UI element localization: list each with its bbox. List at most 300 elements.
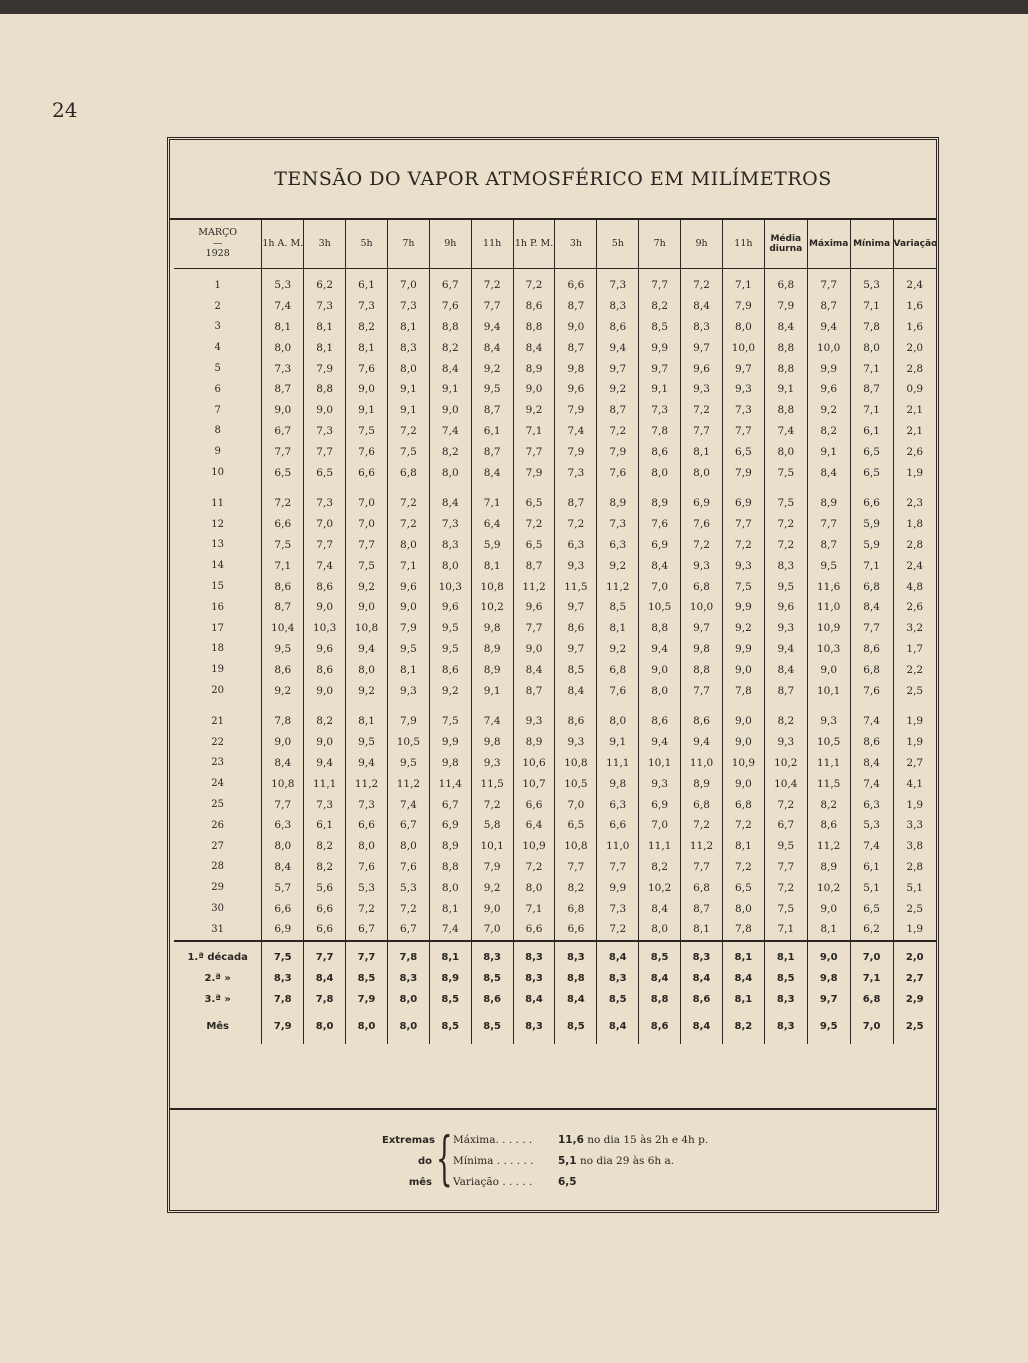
table-cell: 8,2	[429, 337, 471, 358]
table-cell: 9,2	[429, 680, 471, 701]
brace-icon: {	[436, 1124, 453, 1192]
table-cell: 9,3	[639, 773, 681, 794]
table-cell: 7,2	[722, 857, 764, 878]
table-cell: 9,6	[764, 597, 807, 618]
table-cell: 7,2	[555, 514, 597, 535]
table-cell: 7,1	[722, 269, 764, 296]
table-cell: 7,9	[555, 441, 597, 462]
row-label: 17	[211, 622, 225, 634]
table-cell: 8,8	[555, 968, 597, 989]
table-cell: 7,2	[513, 514, 555, 535]
table-cell: 7,1	[850, 400, 893, 421]
table-cell: 9,9	[807, 358, 850, 379]
table-cell: 11,2	[681, 836, 723, 857]
table-cell: 10,3	[429, 576, 471, 597]
table-cell: 7,6	[387, 857, 429, 878]
table-cell: 8,1	[807, 919, 850, 941]
table-cell: 2,8	[893, 857, 936, 878]
table-cell: 9,3	[681, 555, 723, 576]
table-cell: 7,6	[346, 441, 388, 462]
table-cell: 8,1	[681, 919, 723, 941]
table-cell: 7,3	[346, 794, 388, 815]
table-cell: 4,1	[893, 773, 936, 794]
table-cell: 9,0	[387, 597, 429, 618]
table-cell: 6,8	[850, 576, 893, 597]
row-label: 20	[211, 685, 225, 697]
table-cell: 8,8	[639, 618, 681, 639]
table-row	[174, 317, 936, 338]
table-cell: 7,3	[387, 296, 429, 317]
table-cell: 8,5	[597, 597, 639, 618]
table-cell: 7,1	[387, 555, 429, 576]
table-body	[174, 269, 936, 1044]
table-cell: 9,2	[807, 400, 850, 421]
extremes-label-3: mês	[408, 1177, 432, 1188]
table-cell: 8,2	[764, 711, 807, 732]
table-cell: 9,0	[262, 400, 304, 421]
table-cell: 8,3	[555, 941, 597, 968]
table-row	[174, 753, 936, 774]
row-label: 16	[211, 601, 225, 613]
table-row	[174, 462, 936, 483]
table-cell: 10,9	[722, 753, 764, 774]
decade-gap	[174, 483, 936, 493]
row-label: 3.ª »	[204, 993, 231, 1005]
row-label: 9	[214, 446, 221, 458]
table-cell: 9,0	[304, 732, 346, 753]
table-cell: 6,1	[850, 421, 893, 442]
table-cell: 1,7	[893, 639, 936, 660]
table-cell: 7,7	[850, 618, 893, 639]
table-cell: 8,7	[513, 555, 555, 576]
table-cell: 8,5	[639, 941, 681, 968]
table-cell: 8,0	[597, 711, 639, 732]
table-cell: 9,7	[555, 639, 597, 660]
table-cell: 8,1	[471, 555, 513, 576]
row-label: 23	[211, 757, 225, 769]
row-label: 1.ª década	[174, 941, 262, 968]
table-cell: 9,7	[807, 989, 850, 1010]
table-cell: 7,2	[597, 919, 639, 941]
row-label: 3	[214, 321, 221, 333]
table-cell: 8,7	[597, 400, 639, 421]
table-row	[174, 358, 936, 379]
table-cell: 7,3	[722, 400, 764, 421]
table-cell: 5,9	[850, 514, 893, 535]
header-month: MARÇO	[198, 226, 238, 238]
table-cell: 8,9	[681, 773, 723, 794]
table-cell: 7,3	[304, 421, 346, 442]
table-cell: 6,6	[850, 493, 893, 514]
table-cell: 6,9	[429, 815, 471, 836]
max-value: 11,6	[558, 1134, 584, 1146]
table-cell: 9,5	[807, 555, 850, 576]
table-cell: 10,9	[807, 618, 850, 639]
table-cell: 9,3	[555, 555, 597, 576]
row-label: Mês	[206, 1021, 230, 1033]
table-cell: 7,5	[764, 493, 807, 514]
table-cell: 10,8	[555, 836, 597, 857]
table-cell: 10,8	[346, 618, 388, 639]
table-cell: 8,8	[681, 659, 723, 680]
table-cell: 11,1	[639, 836, 681, 857]
table-cell: 8,0	[513, 877, 555, 898]
table-cell: 8,6	[639, 441, 681, 462]
table-cell: 8,5	[597, 989, 639, 1010]
table-row	[174, 919, 936, 941]
table-cell: 7,3	[304, 794, 346, 815]
table-cell: 10,5	[639, 597, 681, 618]
table-cell: 9,1	[807, 441, 850, 462]
table-cell: 7,8	[722, 680, 764, 701]
table-cell: 6,2	[304, 269, 346, 296]
table-cell: 7,7	[639, 269, 681, 296]
table-cell: 9,0	[639, 659, 681, 680]
table-cell: 7,7	[681, 680, 723, 701]
table-cell: 7,3	[597, 269, 639, 296]
table-cell: 7,0	[639, 576, 681, 597]
table-cell: 7,6	[346, 358, 388, 379]
table-cell: 9,4	[764, 639, 807, 660]
table-cell: 9,1	[597, 732, 639, 753]
table-cell: 11,4	[429, 773, 471, 794]
table-cell: 7,9	[513, 462, 555, 483]
table-cell: 9,1	[471, 680, 513, 701]
table-row	[174, 711, 936, 732]
table-cell: 8,6	[681, 711, 723, 732]
table-cell: 8,4	[513, 337, 555, 358]
table-cell: 7,5	[764, 898, 807, 919]
column-header: Variação	[893, 220, 936, 269]
table-cell: 2,5	[893, 898, 936, 919]
table-cell: 7,9	[346, 989, 388, 1010]
table-cell: 8,0	[387, 836, 429, 857]
row-label: 13	[211, 539, 225, 551]
table-cell: 8,6	[262, 576, 304, 597]
table-cell: 2,9	[893, 989, 936, 1010]
table-cell: 6,8	[387, 462, 429, 483]
table-cell: 11,5	[555, 576, 597, 597]
table-cell: 10,2	[764, 753, 807, 774]
table-row	[174, 659, 936, 680]
table-cell: 7,7	[304, 941, 346, 968]
table-cell: 7,8	[850, 317, 893, 338]
table-cell: 9,3	[387, 680, 429, 701]
table-cell: 10,5	[387, 732, 429, 753]
table-cell: 8,0	[764, 441, 807, 462]
table-cell: 8,4	[764, 317, 807, 338]
table-cell: 9,4	[346, 753, 388, 774]
table-row	[174, 618, 936, 639]
table-cell: 8,3	[262, 968, 304, 989]
table-cell: 7,1	[513, 421, 555, 442]
table-cell: 8,6	[681, 989, 723, 1010]
row-label: 5	[214, 363, 221, 375]
table-cell: 5,3	[387, 877, 429, 898]
table-cell: 9,0	[304, 400, 346, 421]
table-cell: 10,0	[681, 597, 723, 618]
table-cell: 8,8	[429, 857, 471, 878]
table-cell: 8,6	[807, 815, 850, 836]
table-cell: 8,4	[429, 493, 471, 514]
table-cell: 9,4	[597, 337, 639, 358]
table-cell: 2,7	[893, 753, 936, 774]
table-cell: 6,2	[850, 919, 893, 941]
table-cell: 11,0	[597, 836, 639, 857]
column-header: Média diurna	[764, 220, 807, 269]
table-row	[174, 857, 936, 878]
table-cell: 7,7	[513, 618, 555, 639]
table-cell: 7,2	[513, 857, 555, 878]
vapor-table	[174, 220, 936, 1044]
table-cell: 7,0	[471, 919, 513, 941]
table-cell: 10,7	[513, 773, 555, 794]
table-cell: 2,7	[893, 968, 936, 989]
decade-gap	[174, 701, 936, 711]
table-cell: 7,7	[597, 857, 639, 878]
table-cell: 8,4	[597, 1010, 639, 1044]
table-cell: 11,2	[597, 576, 639, 597]
table-cell: 9,2	[597, 639, 639, 660]
table-cell: 10,4	[764, 773, 807, 794]
table-cell: 9,8	[471, 732, 513, 753]
table-cell: 10,8	[471, 576, 513, 597]
table-cell: 11,0	[807, 597, 850, 618]
table-row	[174, 815, 936, 836]
row-label: 2.ª »	[204, 972, 231, 984]
table-cell: 7,1	[850, 358, 893, 379]
table-cell: 7,3	[597, 898, 639, 919]
row-label: 11	[211, 497, 225, 509]
table-cell: 8,8	[764, 358, 807, 379]
table-cell: 7,2	[471, 269, 513, 296]
table-cell: 9,0	[513, 379, 555, 400]
table-cell: 7,8	[387, 941, 429, 968]
table-cell: 8,4	[262, 857, 304, 878]
table-cell: 5,6	[304, 877, 346, 898]
table-cell: 2,1	[893, 400, 936, 421]
table-cell: 7,7	[722, 421, 764, 442]
table-cell: 9,6	[555, 379, 597, 400]
table-cell: 9,9	[722, 597, 764, 618]
table-cell: 6,6	[262, 514, 304, 535]
table-cell: 8,0	[429, 555, 471, 576]
table-cell: 6,3	[262, 815, 304, 836]
row-label: 18	[211, 643, 225, 655]
table-cell: 9,7	[555, 597, 597, 618]
table-cell: 11,0	[681, 753, 723, 774]
table-cell: 6,9	[639, 794, 681, 815]
table-cell: 8,2	[429, 441, 471, 462]
table-row	[174, 493, 936, 514]
table-cell: 10,1	[639, 753, 681, 774]
row-label: 12	[211, 518, 225, 530]
table-cell: 1,9	[893, 732, 936, 753]
row-label: 2	[214, 300, 221, 312]
row-label: 24	[211, 778, 225, 790]
table-cell: 8,2	[639, 857, 681, 878]
table-cell: 8,1	[304, 317, 346, 338]
table-cell: 2,8	[893, 358, 936, 379]
table-cell: 7,5	[429, 711, 471, 732]
row-label: 1	[214, 279, 221, 291]
table-cell: 7,7	[681, 857, 723, 878]
table-cell: 6,8	[764, 269, 807, 296]
header-year: 1928	[205, 248, 230, 260]
table-cell: 6,7	[387, 919, 429, 941]
table-cell: 7,3	[639, 400, 681, 421]
table-cell: 1,6	[893, 317, 936, 338]
page-title: TENSÃO DO VAPOR ATMOSFÉRICO EM MILÍMETROS	[170, 140, 936, 220]
table-cell: 9,2	[597, 379, 639, 400]
table-cell: 8,5	[429, 989, 471, 1010]
max-label: Máxima. . . . . .	[453, 1134, 533, 1146]
row-label: 31	[211, 923, 225, 935]
table-cell: 7,9	[387, 711, 429, 732]
table-row	[174, 732, 936, 753]
table-cell: 7,5	[346, 421, 388, 442]
table-row	[174, 441, 936, 462]
table-cell: 7,7	[513, 441, 555, 462]
table-cell: 7,9	[597, 441, 639, 462]
table-cell: 7,2	[722, 535, 764, 556]
table-cell: 11,2	[807, 836, 850, 857]
table-cell: 8,6	[639, 711, 681, 732]
table-cell: 8,1	[346, 711, 388, 732]
table-cell: 1,9	[893, 794, 936, 815]
table-cell: 7,2	[681, 269, 723, 296]
table-row	[174, 535, 936, 556]
table-cell: 6,6	[597, 815, 639, 836]
table-cell: 7,5	[346, 555, 388, 576]
table-cell: 6,8	[681, 794, 723, 815]
table-cell: 7,7	[304, 441, 346, 462]
column-header: 1h A. M.	[262, 220, 304, 269]
table-cell: 10,8	[262, 773, 304, 794]
table-cell: 6,3	[555, 535, 597, 556]
table-cell: 8,9	[639, 493, 681, 514]
table-cell: 9,5	[387, 753, 429, 774]
table-cell: 6,5	[722, 441, 764, 462]
table-cell: 9,5	[429, 618, 471, 639]
table-cell: 10,5	[807, 732, 850, 753]
table-cell: 2,4	[893, 269, 936, 296]
table-cell: 8,4	[555, 680, 597, 701]
table-row	[174, 773, 936, 794]
table-cell: 8,6	[429, 659, 471, 680]
table-cell: 6,7	[387, 815, 429, 836]
table-cell: 9,0	[722, 711, 764, 732]
table-cell: 8,7	[262, 597, 304, 618]
table-cell: 8,9	[513, 732, 555, 753]
table-cell: 8,2	[807, 794, 850, 815]
table-cell: 7,7	[807, 514, 850, 535]
table-cell: 9,6	[513, 597, 555, 618]
table-cell: 9,2	[471, 358, 513, 379]
table-cell: 10,4	[262, 618, 304, 639]
table-cell: 7,6	[850, 680, 893, 701]
table-cell: 6,9	[639, 535, 681, 556]
table-cell: 6,3	[850, 794, 893, 815]
table-cell: 6,6	[346, 462, 388, 483]
table-cell: 8,3	[764, 555, 807, 576]
table-cell: 2,6	[893, 441, 936, 462]
table-cell: 8,0	[639, 462, 681, 483]
table-cell: 8,3	[513, 1010, 555, 1044]
table-cell: 10,5	[555, 773, 597, 794]
table-cell: 8,3	[471, 941, 513, 968]
table-cell: 9,3	[722, 379, 764, 400]
table-cell: 8,0	[722, 898, 764, 919]
table-cell: 8,6	[304, 576, 346, 597]
table-cell: 8,4	[681, 1010, 723, 1044]
table-cell: 8,1	[387, 659, 429, 680]
table-cell: 7,7	[807, 269, 850, 296]
table-cell: 1,9	[893, 919, 936, 941]
table-cell: 7,3	[304, 493, 346, 514]
table-cell: 8,4	[513, 659, 555, 680]
table-cell: 9,8	[471, 618, 513, 639]
table-cell: 8,4	[639, 555, 681, 576]
table-cell: 8,1	[764, 941, 807, 968]
table-cell: 7,7	[346, 535, 388, 556]
table-cell: 7,2	[387, 514, 429, 535]
table-cell: 6,6	[304, 898, 346, 919]
row-label: 27	[211, 840, 225, 852]
table-cell: 6,5	[850, 441, 893, 462]
table-cell: 6,6	[555, 269, 597, 296]
table-cell: 5,3	[346, 877, 388, 898]
table-cell: 7,2	[764, 514, 807, 535]
table-cell: 6,3	[597, 794, 639, 815]
table-cell: 7,2	[346, 898, 388, 919]
table-cell: 8,3	[429, 535, 471, 556]
table-cell: 11,2	[387, 773, 429, 794]
max-note: no dia 15 às 2h e 4h p.	[587, 1134, 709, 1146]
row-label: 19	[211, 664, 225, 676]
row-label: 14	[211, 560, 225, 572]
table-cell: 9,1	[346, 400, 388, 421]
row-label: 10	[211, 467, 225, 479]
table-cell: 6,5	[513, 535, 555, 556]
table-cell: 9,0	[429, 400, 471, 421]
table-cell: 7,7	[722, 514, 764, 535]
table-cell: 10,8	[555, 753, 597, 774]
table-cell: 7,7	[262, 794, 304, 815]
table-cell: 11,2	[346, 773, 388, 794]
table-cell: 8,1	[262, 317, 304, 338]
table-cell: 8,9	[429, 836, 471, 857]
row-label: 25	[211, 799, 225, 811]
table-cell: 2,5	[893, 1010, 936, 1044]
table-cell: 9,1	[764, 379, 807, 400]
table-cell: 7,9	[262, 1010, 304, 1044]
table-cell: 8,9	[807, 857, 850, 878]
table-cell: 5,3	[850, 815, 893, 836]
table-cell: 5,8	[471, 815, 513, 836]
table-cell: 2,0	[893, 941, 936, 968]
column-header: 11h	[722, 220, 764, 269]
table-cell: 7,6	[429, 296, 471, 317]
table-cell: 8,4	[681, 968, 723, 989]
table-cell: 9,2	[597, 555, 639, 576]
table-row	[174, 337, 936, 358]
table-cell: 7,3	[555, 462, 597, 483]
table-cell: 10,0	[722, 337, 764, 358]
table-cell: 10,3	[807, 639, 850, 660]
table-cell: 7,9	[722, 296, 764, 317]
table-cell: 7,2	[387, 898, 429, 919]
